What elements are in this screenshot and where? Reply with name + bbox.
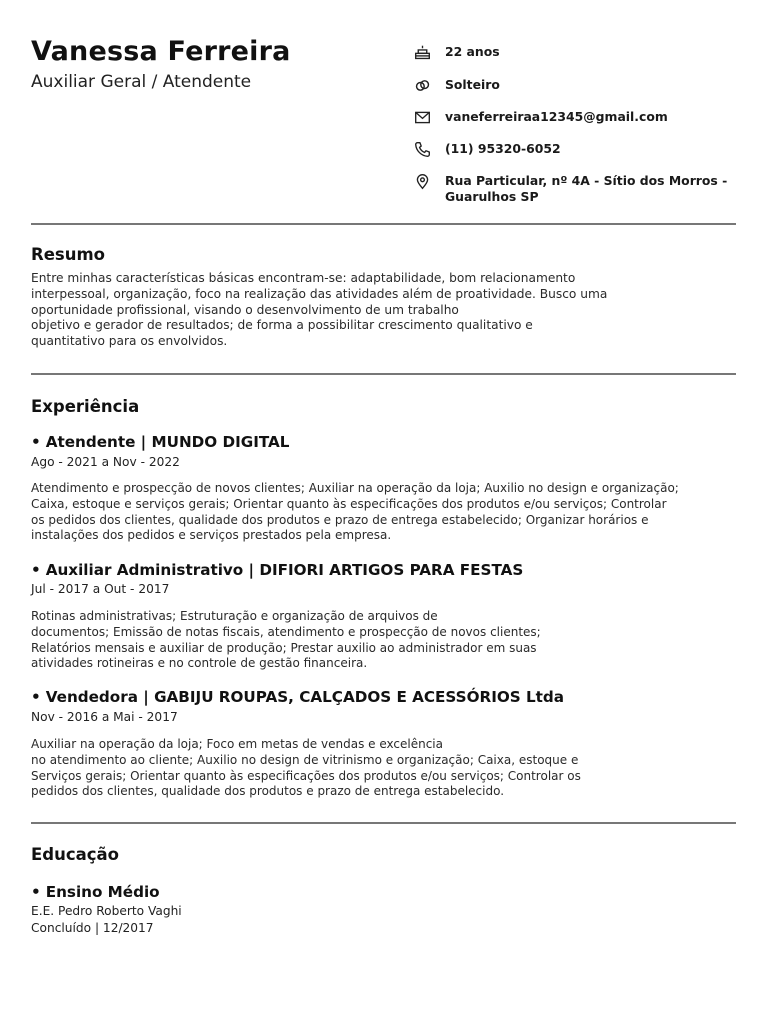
bullet: •	[31, 433, 41, 451]
contact-phone-text[interactable]: (11) 95320-6052	[445, 141, 561, 156]
summary-heading: Resumo	[31, 245, 105, 264]
job-description: Rotinas administrativas; Estruturação e organização de arquivos de documentos; Emissão de notas fiscais, atendimento e prospecção de novos clientes; Relatórios mensais e auxiliar de produção; Prestar auxilio ao administrador em suas atividades rotineiras e no controle de gestão financeira.	[31, 609, 541, 671]
contact-email[interactable]	[414, 109, 745, 127]
education-heading: Educação	[31, 845, 119, 864]
contact-marital-text: Solteiro	[445, 77, 500, 92]
divider	[31, 822, 736, 824]
summary-text: Entre minhas características básicas encontram-se: adaptabilidade, bom relacionamento interpessoal, organização, foco na realização das atividades além de proatividade. Busco uma oportunidade profissional, visando o desenvolvimento de um trabalho objetivo e gerador de resultados; de forma a possibilitar crescimento qualitativo e quantitativo para os envolvidos.	[31, 271, 608, 349]
bullet: •	[31, 688, 41, 706]
contact-marital-status	[414, 77, 745, 95]
job-title	[31, 688, 564, 706]
rings-icon	[414, 77, 432, 95]
bullet: •	[31, 561, 41, 579]
divider	[31, 223, 736, 225]
job-title	[31, 433, 289, 451]
location-icon	[414, 173, 432, 191]
cake-icon	[414, 44, 432, 62]
contact-age	[414, 44, 745, 62]
job-description: Auxiliar na operação da loja; Foco em metas de vendas e excelência no atendimento ao cliente; Auxilio no design de vitrinismo e organização; Caixa, estoque e Serviços gerais; Orientar quanto às especificações dos produtos e/ou serviços; Controlar os pedidos dos clientes, qualidade dos produtos e prazo de entrega estabelecido.	[31, 737, 581, 799]
education-title-text: Ensino Médio	[45, 883, 160, 901]
experience-heading: Experiência	[31, 397, 140, 416]
job-dates: Jul - 2017 a Out - 2017	[31, 582, 170, 596]
education-title	[31, 883, 160, 901]
phone-icon	[414, 141, 432, 159]
candidate-role: Auxiliar Geral / Atendente	[31, 72, 252, 92]
job-title-text: Auxiliar Administrativo | DIFIORI ARTIGOS PARA FESTAS	[45, 561, 524, 579]
contact-email-text[interactable]: vaneferreiraa12345@gmail.com	[445, 109, 668, 124]
job-dates: Ago - 2021 a Nov - 2022	[31, 455, 180, 469]
divider	[31, 373, 736, 375]
job-title-text: Atendente | MUNDO DIGITAL	[45, 433, 290, 451]
bullet: •	[31, 883, 41, 901]
job-title	[31, 561, 523, 579]
contact-phone[interactable]	[414, 141, 745, 159]
contact-address	[414, 173, 745, 205]
envelope-icon	[414, 109, 432, 127]
education-school: E.E. Pedro Roberto Vaghi	[31, 904, 182, 918]
job-title-text: Vendedora | GABIJU ROUPAS, CALÇADOS E ACESSÓRIOS Ltda	[45, 688, 565, 706]
contact-age-text: 22 anos	[445, 44, 500, 59]
job-description: Atendimento e prospecção de novos clientes; Auxiliar na operação da loja; Auxilio no design e organização; Caixa, estoque e serviços gerais; Orientar quanto às especificações dos produtos e/ou serviços; Controlar os pedidos dos clientes, qualidade dos produtos e prazo de entrega estabelecido; Organizar horários e instalações dos pedidos e serviços prestados pela empresa.	[31, 481, 679, 543]
contact-address-text: Rua Particular, nº 4A - Sítio dos Morros - Guarulhos SP	[445, 173, 728, 204]
job-dates: Nov - 2016 a Mai - 2017	[31, 710, 178, 724]
candidate-name: Vanessa Ferreira	[31, 36, 291, 67]
education-status: Concluído | 12/2017	[31, 921, 154, 935]
